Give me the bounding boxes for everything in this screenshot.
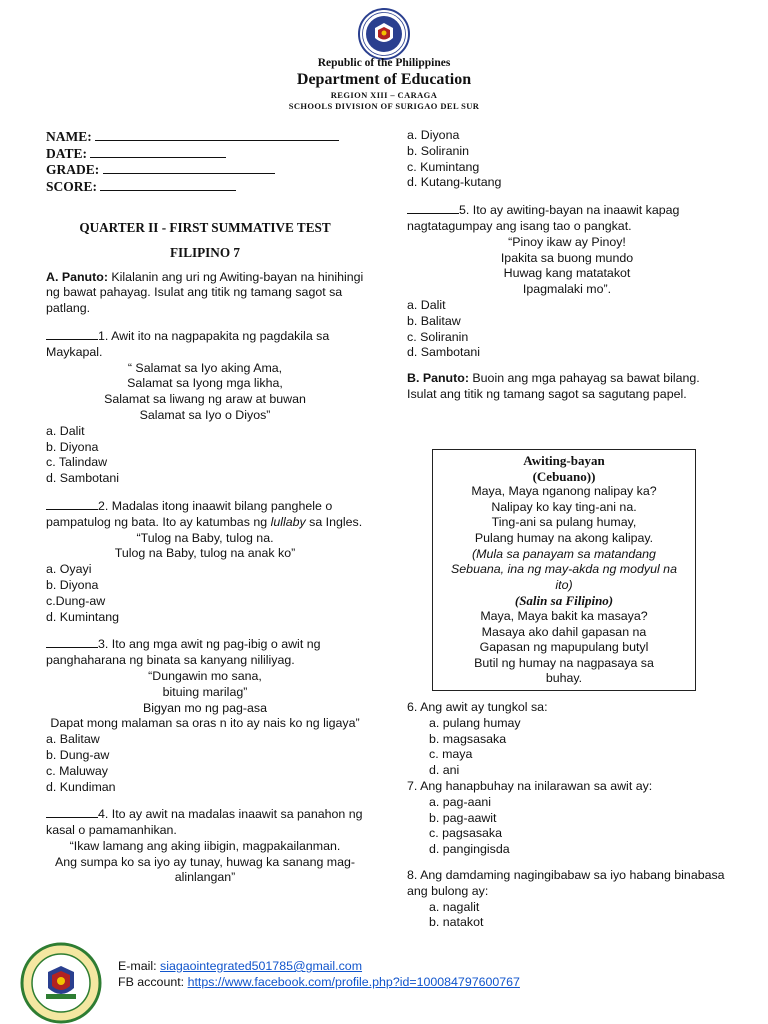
option: d. Kumintang bbox=[46, 609, 120, 624]
option: b. natakot bbox=[429, 915, 484, 930]
name-blank[interactable] bbox=[95, 128, 339, 141]
right-column bbox=[407, 128, 727, 403]
facebook-link[interactable]: https://www.facebook.com/profile.php?id=100084797600767 bbox=[187, 975, 520, 989]
option: d. Sambotani bbox=[407, 345, 481, 360]
option: c.Dung-aw bbox=[46, 593, 106, 608]
option: b. Balitaw bbox=[407, 313, 461, 328]
score-blank[interactable] bbox=[100, 178, 236, 191]
question-1: 1. Awit ito na nagpapakita ng pagdakila sa Maykapal. “ Salamat sa Iyo aking Ama, Salamat sa Iyong mga likha, Salamat sa liwang ng araw at buwan Salamat sa Iyo o Diyos” a. Dalit b. Diyona c. Talindaw d. Sambotani bbox=[46, 327, 364, 487]
question-3: 3. Ito ang mga awit ng pag-ibig o awit ng panghaharana ng binata sa kanyang nililiyag. “Dungawin mo sana, bituing marilag” Bigyan mo ng pag-asa Dapat mong malaman sa oras n ito ay nais ko ng ligaya” a. Balitaw b. Dung-aw c. Maluway d. Kundiman bbox=[46, 635, 364, 795]
part-b-questions bbox=[407, 700, 727, 931]
question-4: 4. Ito ay awit na madalas inaawit sa panahon ng kasal o pamamanhikan. “Ikaw lamang ang aking iibigin, magpakailanman. Ang sumpa ko sa iyo ay tunay, huwag ka sanang mag-alinlangan” bbox=[46, 807, 363, 885]
option: c. Kumintang bbox=[407, 159, 480, 174]
answer-blank-5[interactable] bbox=[407, 201, 459, 214]
question-7: 7. Ang hanapbuhay na inilarawan sa awit ay: a. pag-aani b. pag-aawit c. pagsasaka d. pangingisda bbox=[407, 779, 727, 858]
song-language: (Cebuano)) bbox=[532, 468, 596, 484]
part-a-instructions: A. Panuto: Kilalanin ang uri ng Awiting-bayan na hinihingi ng bawat pahayag. Isulat ang titik ng tamang sagot sa patlang. bbox=[46, 269, 364, 316]
option: c. pagsasaka bbox=[429, 826, 503, 841]
song-line: Maya, Maya nganong nalipay ka? bbox=[471, 484, 657, 499]
header-department: Department of Education bbox=[296, 71, 472, 88]
footer-contact bbox=[118, 958, 520, 990]
option: a. pulang humay bbox=[429, 715, 521, 730]
translation-line: Masaya ako dahil gapasan na bbox=[481, 624, 647, 639]
score-line: SCORE: bbox=[46, 178, 364, 195]
footer-fb: FB account: https://www.facebook.com/profile.php?id=100084797600767 bbox=[118, 975, 520, 989]
test-title: QUARTER II - FIRST SUMMATIVE TEST bbox=[79, 220, 331, 235]
translation-title: (Salin sa Filipino) bbox=[514, 593, 614, 609]
question-4-options bbox=[407, 128, 727, 191]
option: b. Dung-aw bbox=[46, 747, 110, 762]
translation-line: Butil ng humay na nagpasaya sa buhay. bbox=[474, 655, 654, 686]
question-5: 5. Ito ay awiting-bayan na inaawit kapag nagtatagumpay ang isang tao o pangkat. “Pinoy ikaw ay Pinoy! Ipakita sa buong mundo Huwag kang matatakot Ipagmalaki mo”. a. Dalit b. Balitaw c. Soliranin d. Sambotani bbox=[407, 201, 727, 361]
date-blank[interactable] bbox=[90, 145, 226, 158]
answer-blank-1[interactable] bbox=[46, 327, 98, 340]
grade-line: GRADE: bbox=[46, 161, 364, 178]
option: a. pag-aani bbox=[429, 794, 492, 809]
date-line: DATE: bbox=[46, 145, 364, 162]
translation-line: Gapasan ng mapupulang butyl bbox=[479, 640, 649, 655]
question-2: 2. Madalas itong inaawit bilang panghele o pampatulog ng bata. Ito ay katumbas ng lullaby sa Ingles. “Tulog na Baby, tulog na. Tulog na Baby, tulog na anak ko” a. Oyayi b. Diyona c.Dung-aw d. Kumintang bbox=[46, 498, 363, 624]
option: a. Diyona bbox=[407, 128, 460, 142]
option: c. Maluway bbox=[46, 763, 108, 778]
option: a. Balitaw bbox=[46, 732, 100, 747]
song-line: Pulang humay na akong kalipay. bbox=[474, 530, 654, 545]
header-division: SCHOOLS DIVISION OF SURIGAO DEL SUR bbox=[288, 101, 480, 111]
school-seal-icon bbox=[20, 942, 102, 1024]
answer-blank-3[interactable] bbox=[46, 635, 98, 648]
subject-title: FILIPINO 7 bbox=[170, 244, 240, 260]
email-link[interactable]: siagaointegrated501785@gmail.com bbox=[160, 959, 363, 973]
name-line: NAME: bbox=[46, 128, 364, 145]
option: b. magsasaka bbox=[429, 731, 507, 746]
option: d. ani bbox=[429, 763, 460, 778]
translation-line: Maya, Maya bakit ka masaya? bbox=[480, 608, 648, 623]
option: d. Kundiman bbox=[46, 779, 116, 794]
option: c. Soliranin bbox=[407, 329, 469, 344]
question-8: 8. Ang damdaming nagingibabaw sa iyo habang binabasa ang bulong ay: a. nagalit b. natakot bbox=[407, 868, 727, 931]
option: b. Diyona bbox=[46, 439, 99, 454]
left-column bbox=[46, 128, 364, 886]
option: a. Dalit bbox=[407, 297, 446, 312]
song-line: Ting-ani sa pulang humay, bbox=[491, 515, 637, 530]
option: a. Dalit bbox=[46, 423, 85, 438]
song-source: (Mula sa panayam sa matandang Sebuana, ina ng may-akda ng modyul na ito) bbox=[451, 546, 677, 592]
song-title: Awiting-bayan bbox=[523, 453, 605, 468]
option: a. nagalit bbox=[429, 899, 480, 914]
option: d. pangingisda bbox=[429, 842, 510, 857]
question-6: 6. Ang awit ay tungkol sa: a. pulang humay b. magsasaka c. maya d. ani bbox=[407, 700, 727, 779]
deped-seal-icon bbox=[358, 8, 410, 60]
part-b-instructions: B. Panuto: Buoin ang mga pahayag sa bawat bilang. Isulat ang titik ng tamang sagot sa sagutang papel. bbox=[407, 371, 700, 401]
footer-email: E-mail: siagaointegrated501785@gmail.com bbox=[118, 959, 363, 973]
option: c. maya bbox=[429, 747, 473, 762]
grade-blank[interactable] bbox=[103, 161, 275, 174]
header-region: REGION XIII – CARAGA bbox=[330, 90, 438, 100]
option: b. Diyona bbox=[46, 577, 99, 592]
header-republic: Republic of the Philippines bbox=[317, 57, 451, 69]
option: a. Oyayi bbox=[46, 562, 92, 577]
option: b. pag-aawit bbox=[429, 810, 497, 825]
option: d. Kutang-kutang bbox=[407, 175, 502, 190]
song-box bbox=[432, 449, 696, 691]
answer-blank-2[interactable] bbox=[46, 497, 98, 510]
answer-blank-4[interactable] bbox=[46, 805, 98, 818]
option: c. Talindaw bbox=[46, 455, 108, 470]
option: b. Soliranin bbox=[407, 143, 469, 158]
option: d. Sambotani bbox=[46, 471, 120, 486]
song-line: Nalipay ko kay ting-ani na. bbox=[491, 499, 637, 514]
